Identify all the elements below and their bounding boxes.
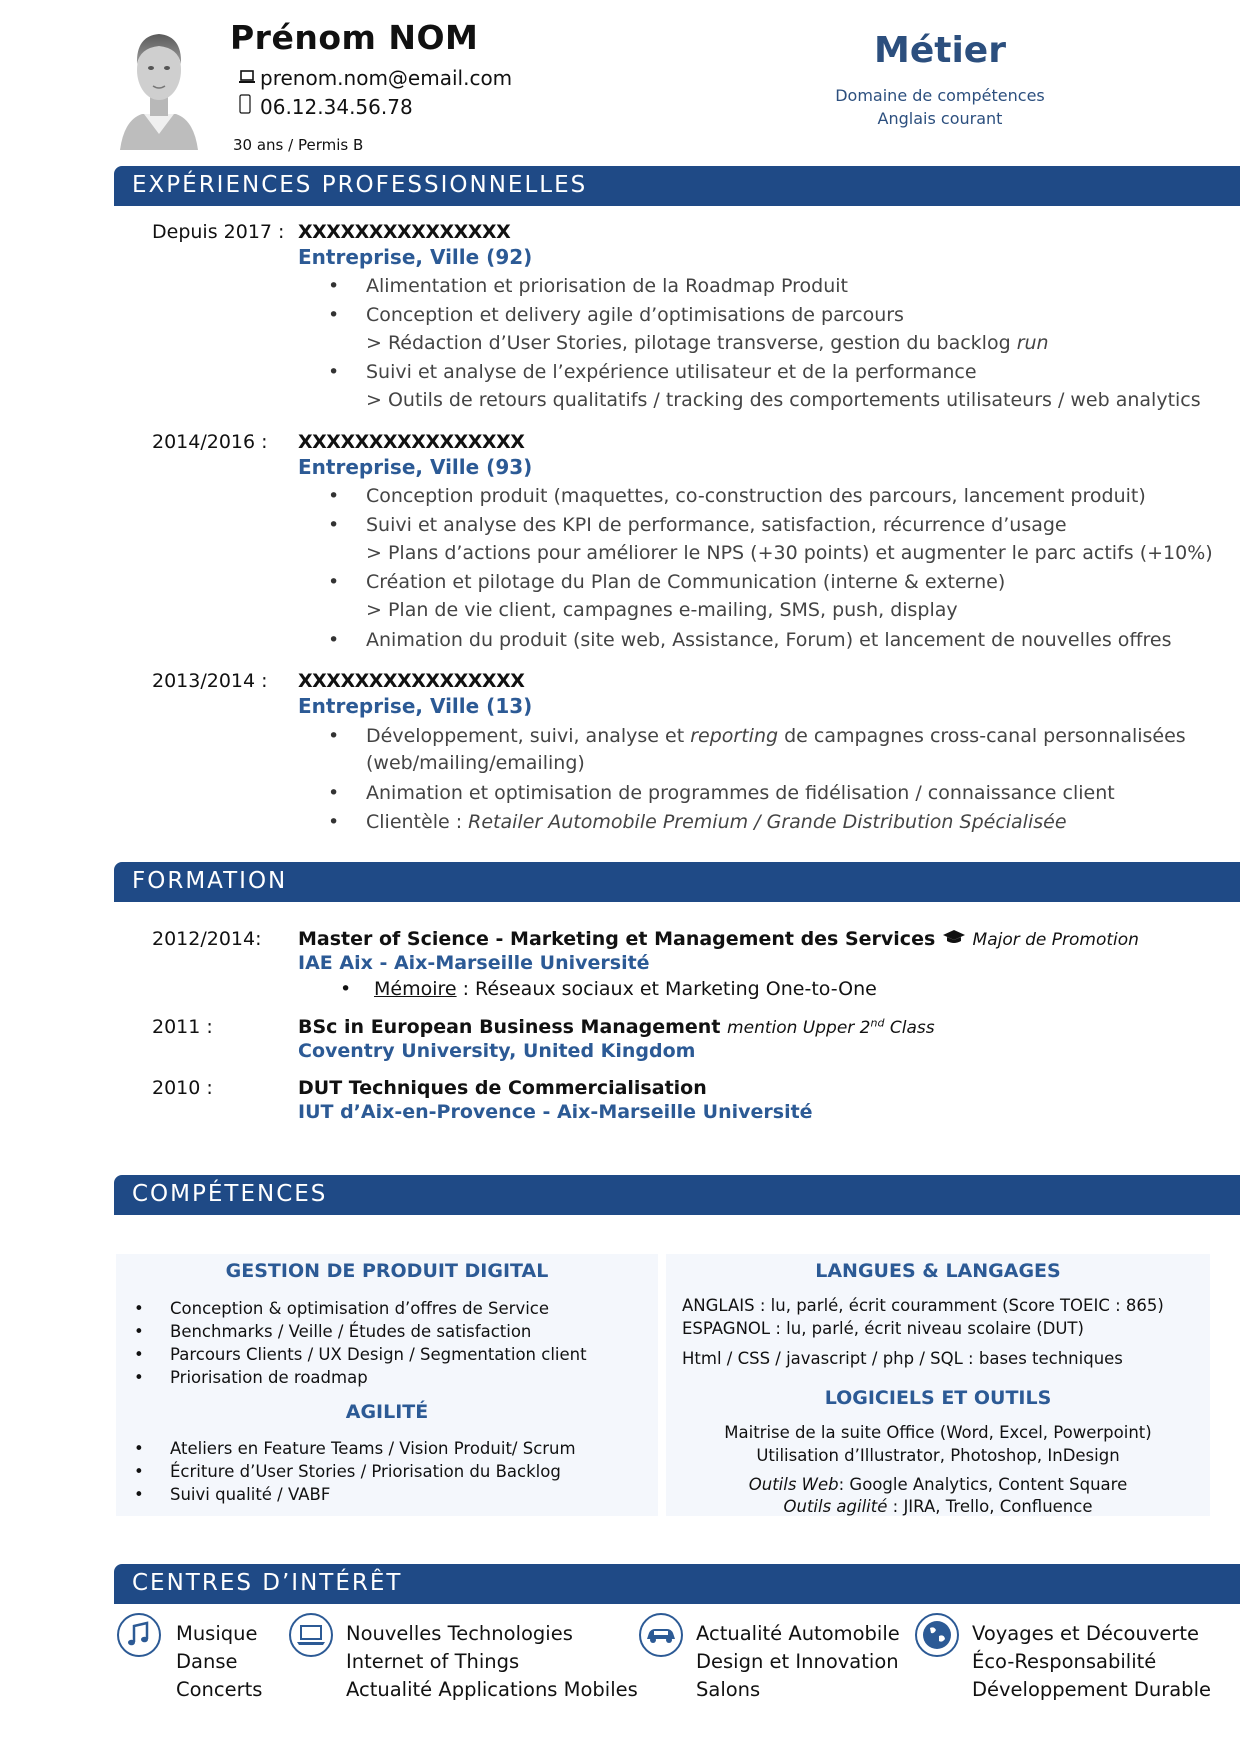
formation-date: 2012/2014: (152, 928, 262, 950)
language-line: Html / CSS / javascript / php / SQL : bases techniques (682, 1349, 1123, 1368)
domain-line: Domaine de compétences (835, 86, 1045, 105)
laptop-icon (238, 66, 260, 90)
exp-sub: > Plans d’actions pour améliorer le NPS (+30 points) et augmenter le parc actifs (+10%) (366, 542, 1213, 564)
formation-date: 2010 : (152, 1077, 213, 1099)
exp-company: Entreprise, Ville (93) (298, 455, 533, 479)
list-item: • Parcours Clients / UX Design / Segmentation client (170, 1345, 587, 1364)
interest-item: Développement Durable (972, 1678, 1211, 1701)
software-line: Utilisation d’Illustrator, Photoshop, InDesign (756, 1446, 1120, 1465)
laptop-icon (288, 1612, 334, 1658)
exp-sub: > Outils de retours qualitatifs / tracking des comportements utilisateurs / web analytics (366, 389, 1201, 411)
section-bar-experiences (114, 166, 1240, 206)
interest-item: Nouvelles Technologies (346, 1622, 573, 1645)
exp-date: 2014/2016 : (152, 431, 268, 453)
exp-role: XXXXXXXXXXXXXXX (298, 221, 511, 243)
email-line (238, 66, 512, 90)
interest-item: Actualité Applications Mobiles (346, 1678, 638, 1701)
graduation-cap-icon (942, 928, 973, 950)
job-domain (780, 84, 1100, 130)
interest-list (972, 1620, 1211, 1704)
interest-item: Actualité Automobile (696, 1622, 900, 1645)
candidate-name: Prénom NOM (230, 18, 479, 57)
interest-item: Danse (176, 1650, 238, 1673)
car-icon (638, 1612, 684, 1658)
section-title: CENTRES D’INTÉRÊT (132, 1570, 403, 1596)
phone-icon (238, 94, 260, 119)
interest-list (176, 1620, 262, 1704)
profile-photo (120, 22, 198, 150)
interest-item: Salons (696, 1678, 761, 1701)
exp-bullet-cont: (web/mailing/emailing) (366, 752, 585, 774)
section-title: COMPÉTENCES (132, 1181, 328, 1207)
interest-item: Concerts (176, 1678, 263, 1701)
interest-item: Voyages et Découverte (972, 1622, 1200, 1645)
interest-item: Internet of Things (346, 1650, 520, 1673)
phone-text[interactable]: 06.12.34.56.78 (260, 95, 413, 119)
software-line: Maitrise de la suite Office (Word, Excel, Powerpoint) (724, 1423, 1152, 1442)
software-line: Outils Web: Google Analytics, Content Square (748, 1475, 1128, 1494)
interest-item: Éco-Responsabilité (972, 1650, 1157, 1673)
exp-role: XXXXXXXXXXXXXXXX (298, 670, 525, 692)
section-title: FORMATION (132, 868, 288, 894)
list-item: • Ateliers en Feature Teams / Vision Produit/ Scrum (170, 1439, 576, 1458)
list-item: • Benchmarks / Veille / Études de satisfaction (170, 1322, 531, 1341)
language-line: Anglais courant (877, 109, 1003, 128)
language-line: ESPAGNOL : lu, parlé, écrit niveau scolaire (DUT) (682, 1319, 1084, 1338)
formation-school: Coventry University, United Kingdom (298, 1040, 696, 1062)
section-bar-interets (114, 1564, 1240, 1604)
phone-line (238, 94, 413, 119)
music-note-icon (116, 1612, 162, 1658)
job-title: Métier (874, 30, 1006, 71)
interest-item: Design et Innovation (696, 1650, 899, 1673)
list-item: • Écriture d’User Stories / Priorisation du Backlog (170, 1462, 561, 1481)
formation-school: IUT d’Aix-en-Provence - Aix-Marseille Université (298, 1101, 813, 1123)
section-title: EXPÉRIENCES PROFESSIONNELLES (132, 172, 588, 198)
age-permis: 30 ans / Permis B (233, 136, 364, 154)
email-text[interactable]: prenom.nom@email.com (260, 66, 513, 90)
panel-title: LOGICIELS ET OUTILS (824, 1387, 1052, 1409)
exp-company: Entreprise, Ville (13) (298, 694, 533, 718)
exp-sub: > Plan de vie client, campagnes e-mailing, SMS, push, display (366, 599, 958, 621)
panel-title: LANGUES & LANGAGES (815, 1260, 1061, 1282)
formation-school: IAE Aix - Aix-Marseille Université (298, 952, 650, 974)
list-item: • Conception & optimisation d’offres de Service (170, 1299, 549, 1318)
exp-date: 2013/2014 : (152, 670, 268, 692)
exp-date: Depuis 2017 : (152, 221, 285, 243)
exp-sub: > Rédaction d’User Stories, pilotage transverse, gestion du backlog run (366, 332, 1049, 354)
panel-title: GESTION DE PRODUIT DIGITAL (225, 1260, 549, 1282)
formation-title: Master of Science - Marketing et Management des Services Major de Promotion (298, 928, 1139, 950)
language-line: ANGLAIS : lu, parlé, écrit couramment (Score TOEIC : 865) (682, 1296, 1164, 1315)
section-bar-formation (114, 862, 1240, 902)
formation-date: 2011 : (152, 1016, 213, 1038)
interest-list (696, 1620, 900, 1704)
globe-icon (914, 1612, 960, 1658)
section-bar-competences (114, 1175, 1240, 1215)
formation-title: DUT Techniques de Commercialisation (298, 1077, 707, 1099)
list-item: • Suivi qualité / VABF (170, 1485, 330, 1504)
interest-list (346, 1620, 638, 1704)
exp-company: Entreprise, Ville (92) (298, 245, 533, 269)
software-line: Outils agilité : JIRA, Trello, Confluence (783, 1497, 1093, 1516)
list-item: • Priorisation de roadmap (170, 1368, 368, 1387)
formation-title: BSc in European Business Management mention Upper 2nd Class (298, 1016, 935, 1038)
panel-title: AGILITÉ (345, 1401, 429, 1423)
interest-item: Musique (176, 1622, 258, 1645)
exp-role: XXXXXXXXXXXXXXXX (298, 431, 525, 453)
